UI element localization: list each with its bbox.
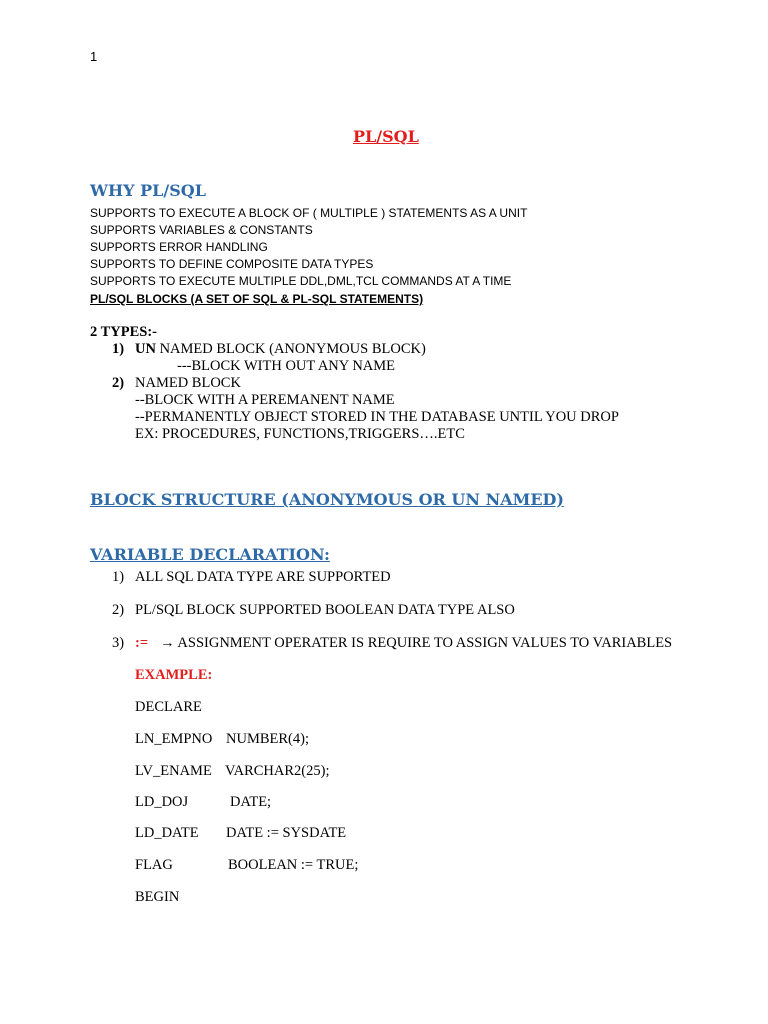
why-plsql-heading: WHY PL/SQL [90,181,206,200]
list-number: 1) [112,341,125,357]
list-number: 2) [112,375,125,391]
block-structure-heading: BLOCK STRUCTURE (ANONYMOUS OR UN NAMED) [90,490,564,509]
code-var-type: VARCHAR2(25); [225,763,330,779]
supports-line: SUPPORTS ERROR HANDLING [90,240,268,254]
variable-item: PL/SQL BLOCK SUPPORTED BOOLEAN DATA TYPE ALSO [135,602,515,618]
page-number: 1 [90,49,98,64]
supports-line: SUPPORTS TO DEFINE COMPOSITE DATA TYPES [90,257,374,271]
type-unnamed-block [135,341,426,358]
code-var-name: LD_DOJ [135,794,189,810]
type-sub-line: --BLOCK WITH A PEREMANENT NAME [135,392,395,408]
type-sub-line: --PERMANENTLY OBJECT STORED IN THE DATABASE UNTIL YOU DROP [135,409,619,425]
code-begin: BEGIN [135,889,180,905]
type-bold-prefix: UN [135,341,156,357]
variable-item [135,635,672,652]
code-var-name: LD_DATE [135,825,199,841]
type-sub-line: ---BLOCK WITH OUT ANY NAME [177,358,396,374]
supports-line: SUPPORTS TO EXECUTE A BLOCK OF ( MULTIPLE ) STATEMENTS AS A UNIT [90,206,528,220]
list-number: 1) [112,569,125,585]
types-heading: 2 TYPES:- [90,324,158,340]
variable-item: ALL SQL DATA TYPE ARE SUPPORTED [135,569,391,585]
type-named-block: NAMED BLOCK [135,375,241,391]
supports-line: SUPPORTS TO EXECUTE MULTIPLE DDL,DML,TCL COMMANDS AT A TIME [90,274,512,288]
code-var-name: FLAG [135,857,173,873]
supports-line: SUPPORTS VARIABLES & CONSTANTS [90,223,313,237]
type-label: NAMED BLOCK (ANONYMOUS BLOCK) [155,341,426,357]
document-title: PL/SQL [353,127,419,146]
code-var-type: NUMBER(4); [226,731,309,747]
assignment-operator: := [135,635,149,651]
variable-declaration-heading: VARIABLE DECLARATION: [90,545,330,564]
code-var-name: LN_EMPNO [135,731,213,747]
list-number: 2) [112,602,125,618]
type-sub-line: EX: PROCEDURES, FUNCTIONS,TRIGGERS….ETC [135,426,465,442]
plsql-blocks-line: PL/SQL BLOCKS (A SET OF SQL & PL-SQL STATEMENTS) [90,292,424,306]
code-var-type: DATE := SYSDATE [226,825,347,841]
assignment-text: → ASSIGNMENT OPERATER IS REQUIRE TO ASSIGN VALUES TO VARIABLES [160,635,673,651]
example-label: EXAMPLE: [135,667,213,683]
code-var-name: LV_ENAME [135,763,212,779]
list-number: 3) [112,635,125,651]
code-declare: DECLARE [135,699,202,715]
code-var-type: DATE; [230,794,272,810]
code-var-type: BOOLEAN := TRUE; [228,857,359,873]
